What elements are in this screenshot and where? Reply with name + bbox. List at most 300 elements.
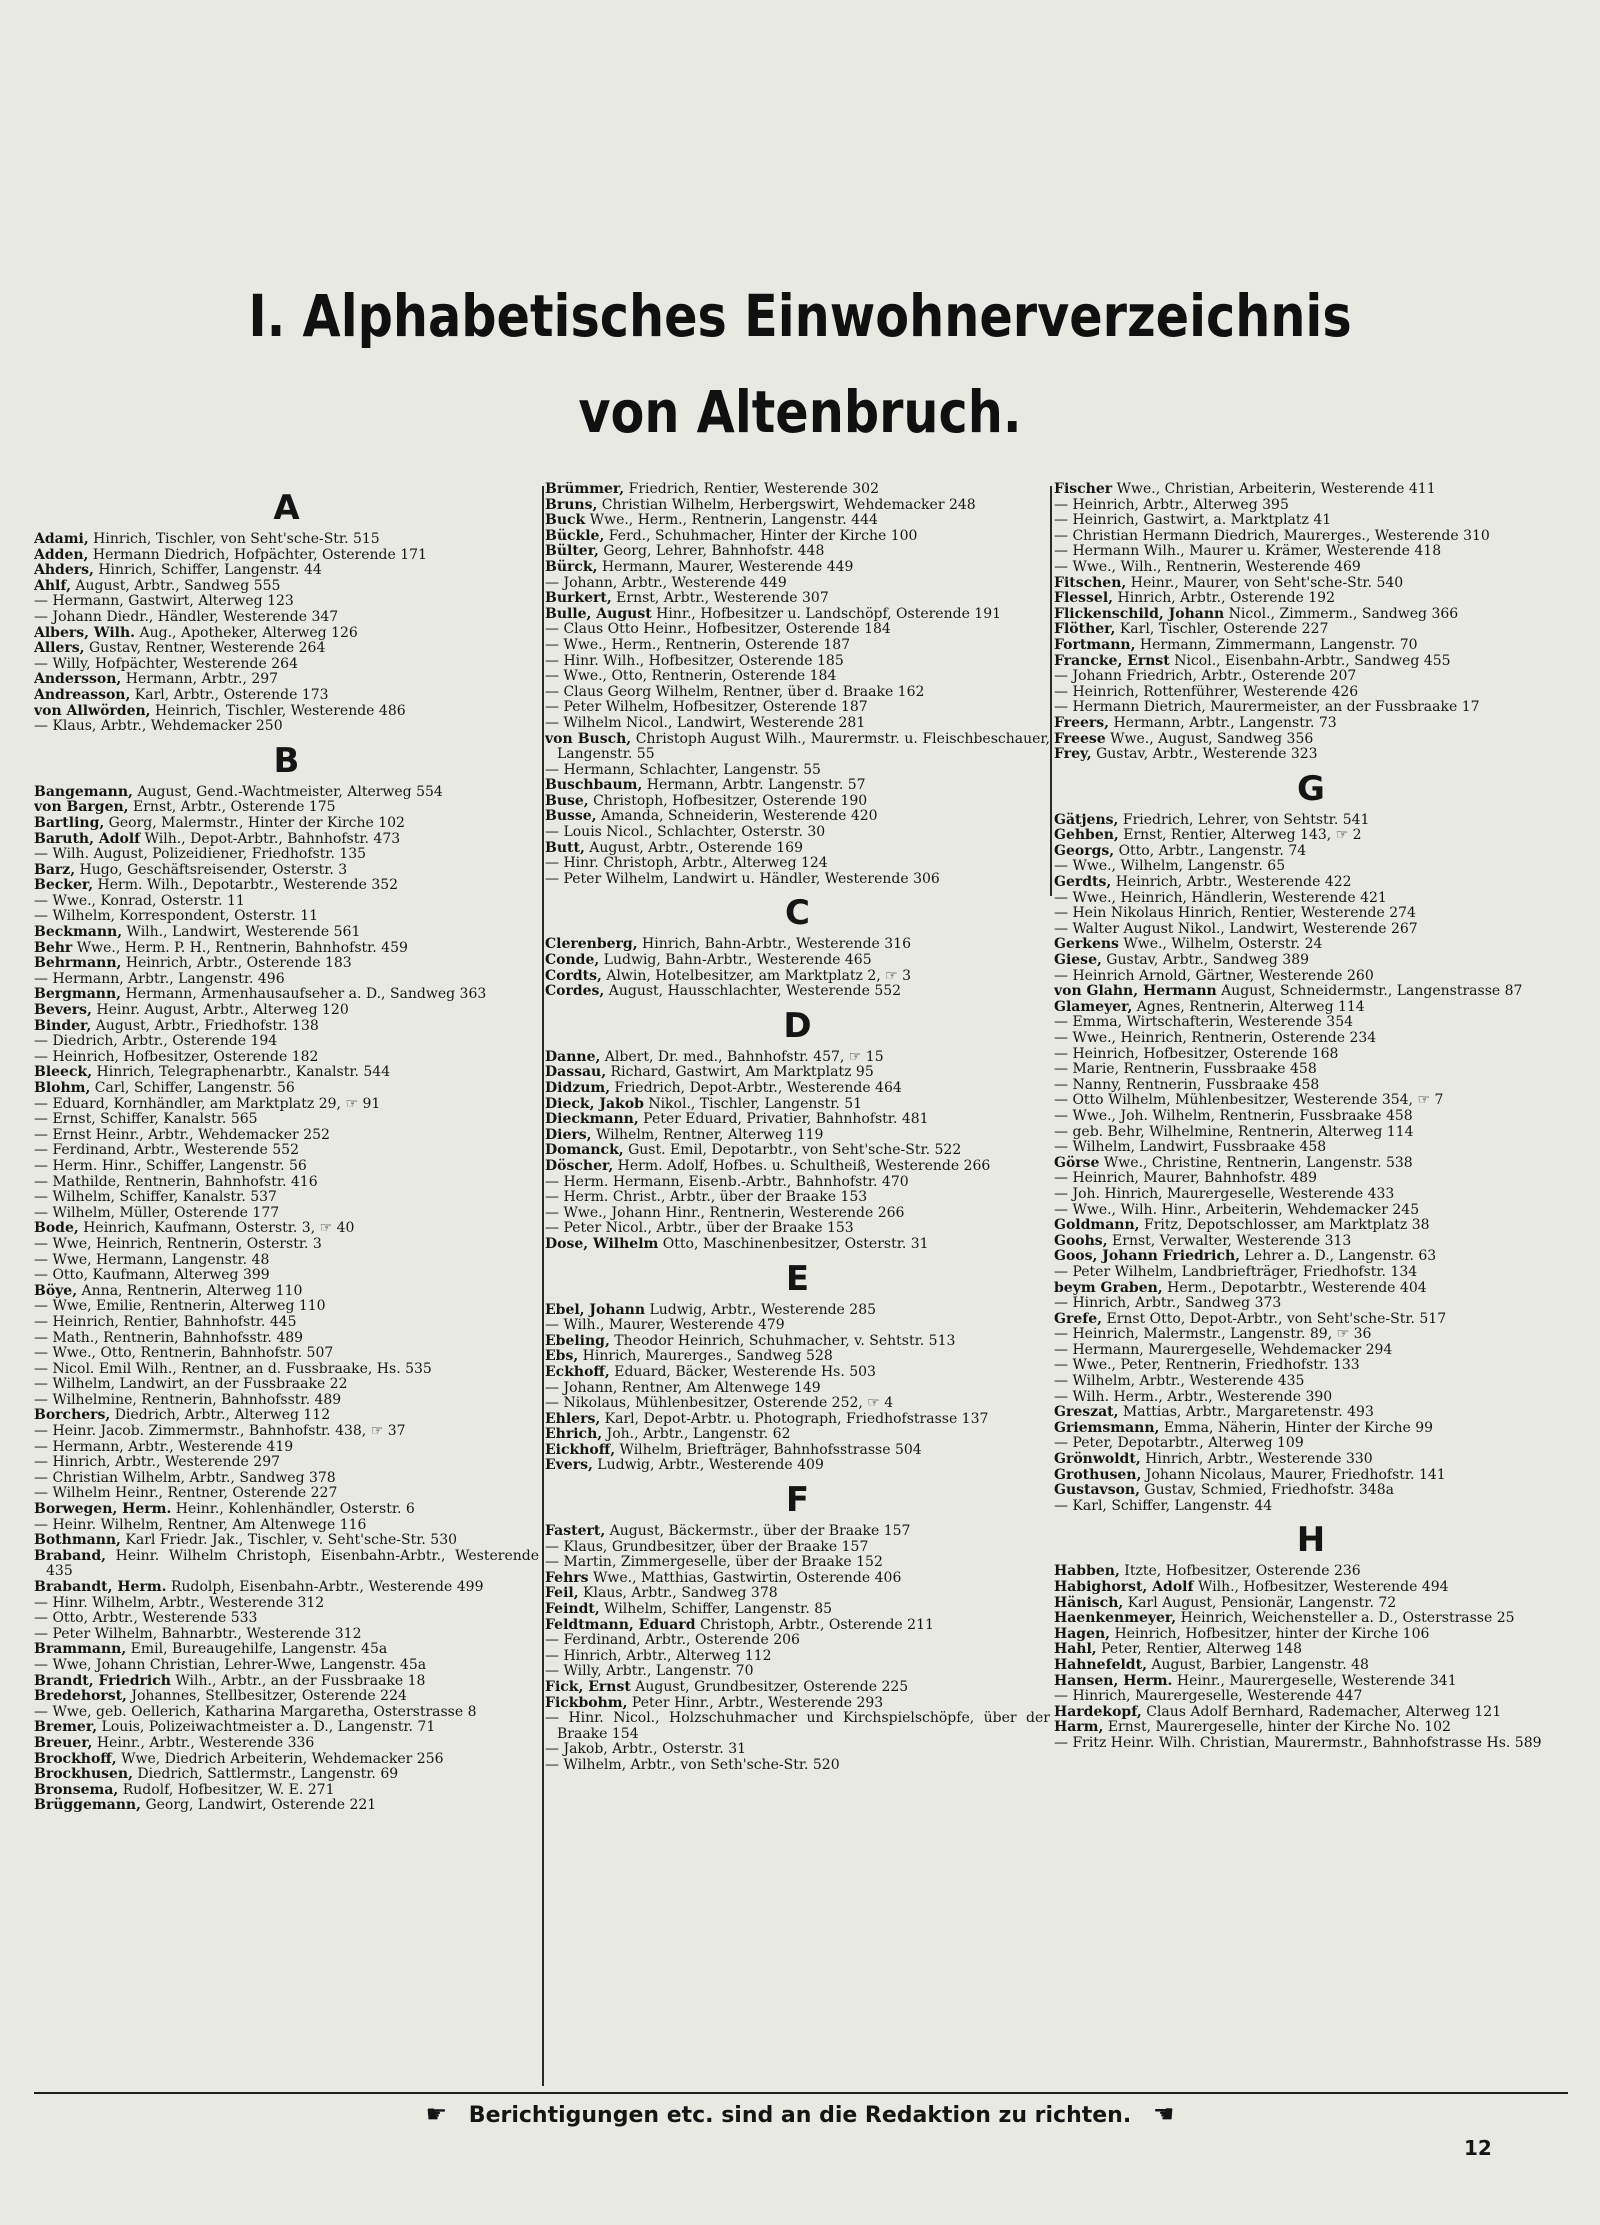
entry-name: Albers, Wilh. bbox=[34, 624, 136, 641]
entry-details: Nikol., Tischler, Langenstr. 51 bbox=[643, 1095, 863, 1112]
entry-name: Conde, bbox=[545, 952, 600, 969]
directory-column-1 bbox=[34, 482, 539, 2140]
entry-name: Gehben, bbox=[1054, 827, 1119, 844]
directory-entry bbox=[545, 1524, 1050, 1540]
entry-details: Albert, Dr. med., Bahnhofstr. 457, ☞ 15 bbox=[600, 1048, 884, 1065]
entry-details: — Heinrich, Arbtr., Alterweg 395 bbox=[1054, 496, 1289, 513]
directory-entry bbox=[545, 1458, 1050, 1474]
entry-name: Behrmann, bbox=[34, 955, 122, 972]
entry-details: Gustav, Arbtr., Westerende 323 bbox=[1091, 746, 1318, 763]
directory-entry bbox=[1054, 482, 1568, 498]
entry-details: — Willy, Arbtr., Langenstr. 70 bbox=[545, 1663, 754, 1680]
entry-name: Binder, bbox=[34, 1017, 92, 1034]
section-letter: C bbox=[785, 893, 810, 934]
directory-entry bbox=[34, 1175, 539, 1191]
directory-entry bbox=[1054, 875, 1568, 891]
entry-details: Christoph, Hofbesitzer, Osterende 190 bbox=[588, 792, 868, 809]
entry-details: August, Schneidermstr., Langenstrasse 87 bbox=[1216, 983, 1523, 1000]
directory-entry bbox=[1054, 1468, 1568, 1484]
directory-entry bbox=[1054, 1358, 1568, 1374]
entry-name: Fastert, bbox=[545, 1523, 606, 1540]
directory-entry bbox=[545, 1175, 1050, 1191]
entry-name: Breuer, bbox=[34, 1734, 93, 1751]
entry-name: Giese, bbox=[1054, 952, 1102, 969]
entry-details: Friedrich, Lehrer, von Sehtstr. 541 bbox=[1118, 811, 1370, 828]
entry-details: Ernst, Maurergeselle, hinter der Kirche No. 102 bbox=[1103, 1719, 1451, 1736]
entry-details: Agnes, Rentnerin, Alterweg 114 bbox=[1132, 998, 1365, 1015]
directory-entry bbox=[545, 1128, 1050, 1144]
entry-name: Fick, Ernst bbox=[545, 1679, 631, 1695]
directory-entry bbox=[1054, 1109, 1568, 1125]
entry-details: Mattias, Arbtr., Margaretenstr. 493 bbox=[1118, 1404, 1374, 1421]
entry-details: — Heinrich, Maurer, Bahnhofstr. 489 bbox=[1054, 1170, 1317, 1187]
entry-name: Gerdts, bbox=[1054, 874, 1112, 891]
column-divider bbox=[542, 486, 544, 2086]
entry-details: — Heinrich, Hofbesitzer, Osterende 168 bbox=[1054, 1045, 1339, 1062]
entry-name: Brammann, bbox=[34, 1641, 127, 1658]
entry-details: — Ernst Heinr., Arbtr., Wehdemacker 252 bbox=[34, 1126, 330, 1143]
directory-entry bbox=[34, 1284, 539, 1300]
entry-details: Fritz, Depotschlosser, am Marktplatz 38 bbox=[1139, 1217, 1430, 1234]
directory-entry bbox=[34, 1019, 539, 1035]
entry-name: Allers, bbox=[34, 640, 85, 657]
entry-name: Fortmann, bbox=[1054, 636, 1136, 653]
entry-name: Hardekopf, bbox=[1054, 1703, 1142, 1720]
directory-entry bbox=[1054, 1047, 1568, 1063]
directory-entry bbox=[1054, 1327, 1568, 1343]
entry-details: August, Gend.-Wachtmeister, Alterweg 554 bbox=[132, 783, 443, 800]
entry-name: Hänisch, bbox=[1054, 1594, 1124, 1611]
entry-details: — Wwe., Herm., Rentnerin, Osterende 187 bbox=[545, 636, 851, 653]
directory-entry bbox=[1054, 1627, 1568, 1643]
directory-entry bbox=[34, 1097, 539, 1113]
directory-entry bbox=[1054, 1452, 1568, 1468]
entry-details: — Eduard, Kornhändler, am Marktplatz 29, ☞ 91 bbox=[34, 1095, 381, 1112]
directory-entry bbox=[545, 1427, 1050, 1443]
entry-details: Heinr. Wilhelm Christoph, Eisenbahn-Arbtr., Westerende 435 bbox=[46, 1547, 539, 1580]
directory-entry bbox=[34, 785, 539, 801]
entry-details: — Peter Nicol., Arbtr., über der Braake 153 bbox=[545, 1220, 854, 1237]
entry-details: — Heinrich, Gastwirt, a. Marktplatz 41 bbox=[1054, 512, 1332, 529]
entry-name: Flessel, bbox=[1054, 590, 1114, 607]
directory-entry bbox=[1054, 529, 1568, 545]
entry-details: — Nicol. Emil Wilh., Rentner, an d. Fussbraake, Hs. 535 bbox=[34, 1360, 432, 1377]
directory-entry bbox=[1054, 937, 1568, 953]
entry-details: — Johann, Rentner, Am Altenwege 149 bbox=[545, 1379, 821, 1396]
directory-entry bbox=[1054, 638, 1568, 654]
directory-entry bbox=[1054, 700, 1568, 716]
entry-details: — Nikolaus, Mühlenbesitzer, Osterende 252, ☞ 4 bbox=[545, 1395, 894, 1412]
entry-details: — Peter, Depotarbtr., Alterweg 109 bbox=[1054, 1435, 1304, 1452]
entry-details: — Heinrich, Rottenführer, Westerende 426 bbox=[1054, 683, 1359, 700]
entry-name: Borwegen, Herm. bbox=[34, 1501, 172, 1518]
directory-entry bbox=[34, 1362, 539, 1378]
directory-entry bbox=[545, 1050, 1050, 1066]
entry-details: — Hermann, Arbtr., Westerende 419 bbox=[34, 1438, 294, 1455]
entry-name: Bruns, bbox=[545, 496, 598, 513]
entry-details: Christoph, Arbtr., Osterende 211 bbox=[695, 1616, 934, 1633]
directory-entry bbox=[34, 847, 539, 863]
directory-entry bbox=[34, 532, 539, 548]
entry-details: — Hein Nikolaus Hinrich, Rentier, Westerende 274 bbox=[1054, 905, 1416, 922]
entry-details: Ernst Otto, Depot-Arbtr., von Seht'sche-Str. 517 bbox=[1102, 1310, 1447, 1327]
directory-entry bbox=[545, 1742, 1050, 1758]
directory-entry bbox=[1054, 1564, 1568, 1580]
directory-entry bbox=[34, 878, 539, 894]
entry-details: — Johann Friedrich, Arbtr., Osterende 207 bbox=[1054, 668, 1357, 685]
directory-entry bbox=[34, 1705, 539, 1721]
directory-entry bbox=[34, 1752, 539, 1768]
directory-entry bbox=[545, 654, 1050, 670]
directory-entry bbox=[1054, 1642, 1568, 1658]
entry-name: Freese bbox=[1054, 730, 1106, 747]
directory-entry bbox=[34, 1502, 539, 1518]
entry-details: — Heinrich, Hofbesitzer, Osterende 182 bbox=[34, 1048, 319, 1065]
entry-details: — Wilhelm, Arbtr., Westerende 435 bbox=[1054, 1373, 1305, 1390]
directory-entry bbox=[545, 1758, 1050, 1774]
column-divider bbox=[1050, 486, 1052, 896]
entry-details: Ernst, Arbtr., Westerende 307 bbox=[611, 590, 829, 607]
entry-name: Bergmann, bbox=[34, 986, 122, 1003]
entry-name: Gätjens, bbox=[1054, 811, 1119, 828]
directory-entry bbox=[1054, 1062, 1568, 1078]
entry-details: — Hermann, Schlachter, Langenstr. 55 bbox=[545, 761, 821, 778]
directory-entry bbox=[545, 1065, 1050, 1081]
entry-name: Ehrich, bbox=[545, 1426, 603, 1443]
entry-details: — Hermann Wilh., Maurer u. Krämer, Westerende 418 bbox=[1054, 543, 1442, 560]
section-letter: G bbox=[1297, 768, 1325, 809]
entry-details: — Ferdinand, Arbtr., Westerende 552 bbox=[34, 1142, 299, 1159]
entry-details: — Joh. Hinrich, Maurergeselle, Westerende 433 bbox=[1054, 1185, 1395, 1202]
entry-name: Buse, bbox=[545, 792, 589, 809]
entry-details: — Wwe., Heinrich, Rentnerin, Osterende 234 bbox=[1054, 1030, 1377, 1046]
directory-entry bbox=[545, 622, 1050, 638]
directory-entry bbox=[545, 763, 1050, 779]
directory-entry bbox=[34, 610, 539, 626]
entry-name: von Bargen, bbox=[34, 799, 129, 816]
entry-name: Feldtmann, Eduard bbox=[545, 1616, 696, 1633]
entry-details: — Wilhelm Heinr., Rentner, Osterende 227 bbox=[34, 1485, 338, 1502]
entry-details: — Wilhelm, Landwirt, an der Fussbraake 22 bbox=[34, 1376, 348, 1393]
entry-details: Wilhelm, Schiffer, Langenstr. 85 bbox=[599, 1601, 833, 1618]
page-title: I. Alphabetisches Einwohnerverzeichnis bbox=[248, 282, 1352, 350]
directory-entry bbox=[34, 1315, 539, 1331]
entry-name: Feil, bbox=[545, 1585, 579, 1602]
directory-entry bbox=[545, 1159, 1050, 1175]
pointing-hand-left-icon: ☚ bbox=[1152, 2100, 1175, 2128]
entry-details: Diedrich, Arbtr., Alterweg 112 bbox=[110, 1407, 331, 1424]
directory-entry bbox=[34, 1034, 539, 1050]
entry-details: August, Barbier, Langenstr. 48 bbox=[1146, 1656, 1369, 1673]
directory-entry bbox=[545, 1206, 1050, 1222]
directory-entry bbox=[545, 1303, 1050, 1319]
directory-entry bbox=[34, 1767, 539, 1783]
entry-details: — Hermann, Gastwirt, Alterweg 123 bbox=[34, 593, 294, 610]
directory-entry bbox=[1054, 1203, 1568, 1219]
entry-name: Bronsema, bbox=[34, 1781, 119, 1798]
entry-details: Wilh., Depot-Arbtr., Bahnhofstr. 473 bbox=[140, 830, 401, 847]
footer-rule bbox=[34, 2092, 1568, 2094]
directory-entry bbox=[34, 688, 539, 704]
directory-entry bbox=[34, 1658, 539, 1674]
directory-entry bbox=[34, 1627, 539, 1643]
entry-name: Dieck, Jakob bbox=[545, 1095, 644, 1112]
entry-details: Theodor Heinrich, Schuhmacher, v. Sehtstr. 513 bbox=[609, 1332, 956, 1349]
entry-details: Karl August, Pensionär, Langenstr. 72 bbox=[1123, 1594, 1397, 1611]
directory-entry bbox=[1054, 1390, 1568, 1406]
entry-details: Wwe., Herm., Rentnerin, Langenstr. 444 bbox=[585, 512, 878, 529]
directory-entry bbox=[1054, 891, 1568, 907]
entry-name: Ahlf, bbox=[34, 577, 71, 594]
directory-entry bbox=[34, 894, 539, 910]
entry-details: Ernst, Arbtr., Osterende 175 bbox=[128, 799, 336, 816]
entry-details: — Wwe., Wilh., Rentnerin, Westerende 469 bbox=[1054, 558, 1361, 575]
directory-entry bbox=[34, 1549, 539, 1580]
entry-details: Hugo, Geschäftsreisender, Osterstr. 3 bbox=[75, 861, 348, 878]
entry-details: Heinrich, Arbtr., Westerende 422 bbox=[1111, 874, 1352, 891]
directory-entry bbox=[34, 1190, 539, 1206]
entry-name: Dassau, bbox=[545, 1064, 607, 1081]
directory-entry bbox=[1054, 1234, 1568, 1250]
entry-details: — Hinrich, Maurergeselle, Westerende 447 bbox=[1054, 1688, 1363, 1705]
directory-entry bbox=[1054, 1736, 1568, 1752]
directory-entry bbox=[1054, 669, 1568, 685]
directory-entry bbox=[1054, 1265, 1568, 1281]
directory-entry bbox=[545, 732, 1050, 763]
entry-name: Brandt, Friedrich bbox=[34, 1672, 171, 1689]
entry-details: Heinrich, Arbtr., Osterende 183 bbox=[121, 955, 352, 972]
directory-entry bbox=[34, 548, 539, 564]
directory-entry bbox=[34, 579, 539, 595]
entry-name: Brockhusen, bbox=[34, 1766, 133, 1783]
entry-name: Becker, bbox=[34, 877, 94, 894]
directory-entry bbox=[545, 1143, 1050, 1159]
entry-name: Ahders, bbox=[34, 562, 94, 579]
entry-name: Goldmann, bbox=[1054, 1217, 1140, 1234]
entry-details: — Wwe., Otto, Rentnerin, Bahnhofstr. 507 bbox=[34, 1345, 334, 1362]
directory-entry bbox=[545, 1618, 1050, 1634]
entry-details: Gustav, Schmied, Friedhofstr. 348a bbox=[1139, 1482, 1394, 1499]
entry-details: Heinr., Maurergeselle, Westerende 341 bbox=[1172, 1672, 1457, 1689]
directory-entry bbox=[1054, 1499, 1568, 1515]
entry-details: — Hermann Dietrich, Maurermeister, an der Fussbraake 17 bbox=[1054, 699, 1480, 716]
entry-details: — Klaus, Arbtr., Wehdemacker 250 bbox=[34, 718, 283, 735]
directory-entry bbox=[545, 1540, 1050, 1556]
directory-entry bbox=[34, 1455, 539, 1471]
directory-entry bbox=[1054, 1436, 1568, 1452]
entry-details: — Heinr. Jacob. Zimmermstr., Bahnhofstr. 438, ☞ 37 bbox=[34, 1423, 406, 1440]
entry-details: Ludwig, Arbtr., Westerende 285 bbox=[645, 1301, 877, 1318]
entry-details: Hermann, Armenhausaufseher a. D., Sandweg 363 bbox=[121, 986, 487, 1003]
entry-details: — Hermann, Arbtr., Langenstr. 496 bbox=[34, 970, 285, 987]
directory-entry bbox=[34, 594, 539, 610]
entry-name: Adami, bbox=[34, 531, 89, 547]
directory-entry bbox=[545, 984, 1050, 1000]
entry-details: Otto, Maschinenbesitzer, Osterstr. 31 bbox=[658, 1235, 929, 1252]
entry-name: Bangemann, bbox=[34, 783, 133, 800]
directory-entry bbox=[34, 1237, 539, 1253]
directory-entry bbox=[1054, 844, 1568, 860]
entry-name: Evers, bbox=[545, 1457, 593, 1474]
entry-details: Wwe., Herm. P. H., Rentnerin, Bahnhofstr. 459 bbox=[72, 939, 408, 956]
entry-details: Gustav, Arbtr., Sandweg 389 bbox=[1101, 952, 1310, 969]
directory-entry bbox=[34, 1471, 539, 1487]
entry-details: Peter Eduard, Privatier, Bahnhofstr. 481 bbox=[638, 1111, 929, 1128]
directory-entry bbox=[545, 482, 1050, 498]
entry-details: Hinr., Hofbesitzer u. Landschöpf, Osterende 191 bbox=[651, 605, 1002, 622]
entry-details: Claus Adolf Bernhard, Rademacher, Alterweg 121 bbox=[1141, 1703, 1502, 1720]
entry-name: Bülter, bbox=[545, 543, 599, 560]
entry-name: Barz, bbox=[34, 861, 76, 878]
entry-name: Feindt, bbox=[545, 1601, 600, 1618]
directory-entry bbox=[545, 685, 1050, 701]
entry-name: Francke, Ernst bbox=[1054, 652, 1170, 669]
pointing-hand-right-icon: ☛ bbox=[425, 2100, 448, 2128]
entry-details: — Peter Wilhelm, Landbriefträger, Friedhofstr. 134 bbox=[1054, 1263, 1418, 1280]
entry-details: Emma, Näherin, Hinter der Kirche 99 bbox=[1159, 1419, 1434, 1436]
entry-name: Bremer, bbox=[34, 1719, 98, 1736]
entry-details: Alwin, Hotelbesitzer, am Marktplatz 2, ☞ 3 bbox=[601, 967, 912, 984]
directory-entry bbox=[545, 700, 1050, 716]
directory-entry bbox=[545, 969, 1050, 985]
entry-details: Karl, Tischler, Osterende 227 bbox=[1115, 621, 1329, 638]
directory-entry bbox=[545, 1190, 1050, 1206]
directory-entry bbox=[545, 1318, 1050, 1334]
entry-details: — Wwe., Otto, Rentnerin, Osterende 184 bbox=[545, 668, 837, 685]
entry-name: Bode, bbox=[34, 1220, 79, 1237]
entry-details: — Wwe, Heinrich, Rentnerin, Osterstr. 3 bbox=[34, 1235, 322, 1252]
entry-details: Herm., Depotarbtr., Westerende 404 bbox=[1162, 1279, 1427, 1296]
directory-entry bbox=[1054, 654, 1568, 670]
directory-entry bbox=[34, 1206, 539, 1222]
entry-details: August, Grundbesitzer, Osterende 225 bbox=[630, 1679, 909, 1695]
directory-entry bbox=[1054, 716, 1568, 732]
directory-entry bbox=[34, 1736, 539, 1752]
directory-entry bbox=[545, 953, 1050, 969]
entry-name: Buschbaum, bbox=[545, 777, 643, 794]
entry-details: Hinrich, Telegraphenarbtr., Kanalstr. 544 bbox=[92, 1064, 391, 1081]
entry-details: — Wilh. Herm., Arbtr., Westerende 390 bbox=[1054, 1388, 1333, 1405]
directory-entry bbox=[34, 987, 539, 1003]
directory-column-3 bbox=[1054, 482, 1568, 2140]
directory-entry bbox=[545, 825, 1050, 841]
directory-entry bbox=[1054, 1000, 1568, 1016]
entry-details: — Diedrich, Arbtr., Osterende 194 bbox=[34, 1033, 278, 1050]
directory-entry bbox=[1054, 1483, 1568, 1499]
entry-details: — Johann Diedr., Händler, Westerende 347 bbox=[34, 608, 339, 625]
entry-details: Heinr., Arbtr., Westerende 336 bbox=[92, 1734, 315, 1751]
directory-entry bbox=[34, 1112, 539, 1128]
directory-entry bbox=[34, 1128, 539, 1144]
entry-name: Greszat, bbox=[1054, 1404, 1119, 1421]
entry-details: Heinr., Kohlenhändler, Osterstr. 6 bbox=[171, 1501, 415, 1518]
directory-entry bbox=[545, 1081, 1050, 1097]
entry-details: — Wilhelm, Landwirt, Fussbraake 458 bbox=[1054, 1139, 1327, 1156]
directory-entry bbox=[34, 1596, 539, 1612]
directory-entry bbox=[545, 1381, 1050, 1397]
entry-name: Fischer bbox=[1054, 482, 1113, 497]
directory-entry bbox=[545, 669, 1050, 685]
entry-name: Ebeling, bbox=[545, 1332, 610, 1349]
entry-name: Döscher, bbox=[545, 1157, 614, 1174]
entry-details: August, Hausschlachter, Westerende 552 bbox=[604, 983, 902, 1000]
entry-details: Nicol., Eisenbahn-Arbtr., Sandweg 455 bbox=[1169, 652, 1451, 669]
directory-entry bbox=[1054, 1580, 1568, 1596]
directory-entry bbox=[545, 1586, 1050, 1602]
entry-details: — Wwe., Johann Hinr., Rentnerin, Westerende 266 bbox=[545, 1204, 905, 1221]
directory-entry bbox=[34, 972, 539, 988]
entry-name: Danne, bbox=[545, 1048, 601, 1065]
entry-details: Peter Hinr., Arbtr., Westerende 293 bbox=[627, 1694, 884, 1711]
directory-entry bbox=[1054, 732, 1568, 748]
directory-entry bbox=[34, 1611, 539, 1627]
directory-entry bbox=[545, 1711, 1050, 1742]
directory-entry bbox=[1054, 1015, 1568, 1031]
entry-details: Wwe., Matthias, Gastwirtin, Osterende 406 bbox=[588, 1569, 902, 1586]
entry-details: — Peter Wilhelm, Hofbesitzer, Osterende 187 bbox=[545, 699, 868, 716]
directory-entry bbox=[1054, 1596, 1568, 1612]
directory-entry bbox=[34, 1674, 539, 1690]
entry-details: — Herm. Christ., Arbtr., über der Braake 153 bbox=[545, 1189, 868, 1206]
entry-name: Brüggemann, bbox=[34, 1797, 141, 1814]
directory-entry bbox=[34, 1299, 539, 1315]
directory-entry bbox=[34, 816, 539, 832]
entry-details: — Wilhelm, Arbtr., von Seth'sche-Str. 520 bbox=[545, 1756, 840, 1773]
directory-entry bbox=[34, 1518, 539, 1534]
directory-entry bbox=[545, 1334, 1050, 1350]
directory-entry bbox=[545, 1571, 1050, 1587]
entry-details: Friedrich, Rentier, Westerende 302 bbox=[624, 482, 879, 497]
entry-details: Ludwig, Bahn-Arbtr., Westerende 465 bbox=[599, 952, 872, 969]
directory-entry bbox=[1054, 1674, 1568, 1690]
directory-entry bbox=[545, 1221, 1050, 1237]
directory-entry bbox=[545, 591, 1050, 607]
directory-entry bbox=[545, 1349, 1050, 1365]
entry-name: Braband, bbox=[34, 1547, 106, 1564]
directory-entry bbox=[545, 576, 1050, 592]
directory-entry bbox=[1054, 1249, 1568, 1265]
directory-entry bbox=[545, 544, 1050, 560]
directory-entry bbox=[545, 1602, 1050, 1618]
entry-name: Grönwoldt, bbox=[1054, 1451, 1141, 1468]
entry-details: Hinrich, Arbtr., Westerende 330 bbox=[1140, 1451, 1373, 1468]
entry-details: — Wwe., Wilhelm, Langenstr. 65 bbox=[1054, 858, 1286, 875]
directory-entry bbox=[34, 1268, 539, 1284]
directory-entry bbox=[34, 1783, 539, 1799]
entry-details: — Wilh. August, Polizeidiener, Friedhofstr. 135 bbox=[34, 846, 367, 863]
entry-name: Behr bbox=[34, 939, 73, 956]
entry-details: August, Bäckermstr., über der Braake 157 bbox=[605, 1523, 911, 1540]
directory-entry bbox=[34, 1689, 539, 1705]
directory-entry bbox=[545, 856, 1050, 872]
entry-details: Itzte, Hofbesitzer, Osterende 236 bbox=[1119, 1563, 1361, 1580]
directory-entry bbox=[34, 1050, 539, 1066]
directory-entry bbox=[34, 1143, 539, 1159]
directory-entry bbox=[1054, 1312, 1568, 1328]
entry-details: Ferd., Schuhmacher, Hinter der Kirche 100 bbox=[604, 527, 918, 544]
entry-details: — Wwe., Joh. Wilhelm, Rentnerin, Fussbraake 458 bbox=[1054, 1107, 1413, 1124]
directory-entry bbox=[34, 1533, 539, 1549]
directory-entry bbox=[34, 1393, 539, 1409]
entry-details: — Wwe., Wilh. Hinr., Arbeiterin, Wehdemacker 245 bbox=[1054, 1201, 1420, 1218]
directory-entry bbox=[1054, 1296, 1568, 1312]
entry-details: Hermann, Maurer, Westerende 449 bbox=[597, 558, 854, 575]
directory-entry bbox=[545, 1555, 1050, 1571]
page-number: 12 bbox=[1464, 2136, 1492, 2160]
directory-entry bbox=[1054, 1611, 1568, 1627]
entry-details: Wilh., Landwirt, Westerende 561 bbox=[122, 924, 361, 941]
directory-entry bbox=[1054, 591, 1568, 607]
